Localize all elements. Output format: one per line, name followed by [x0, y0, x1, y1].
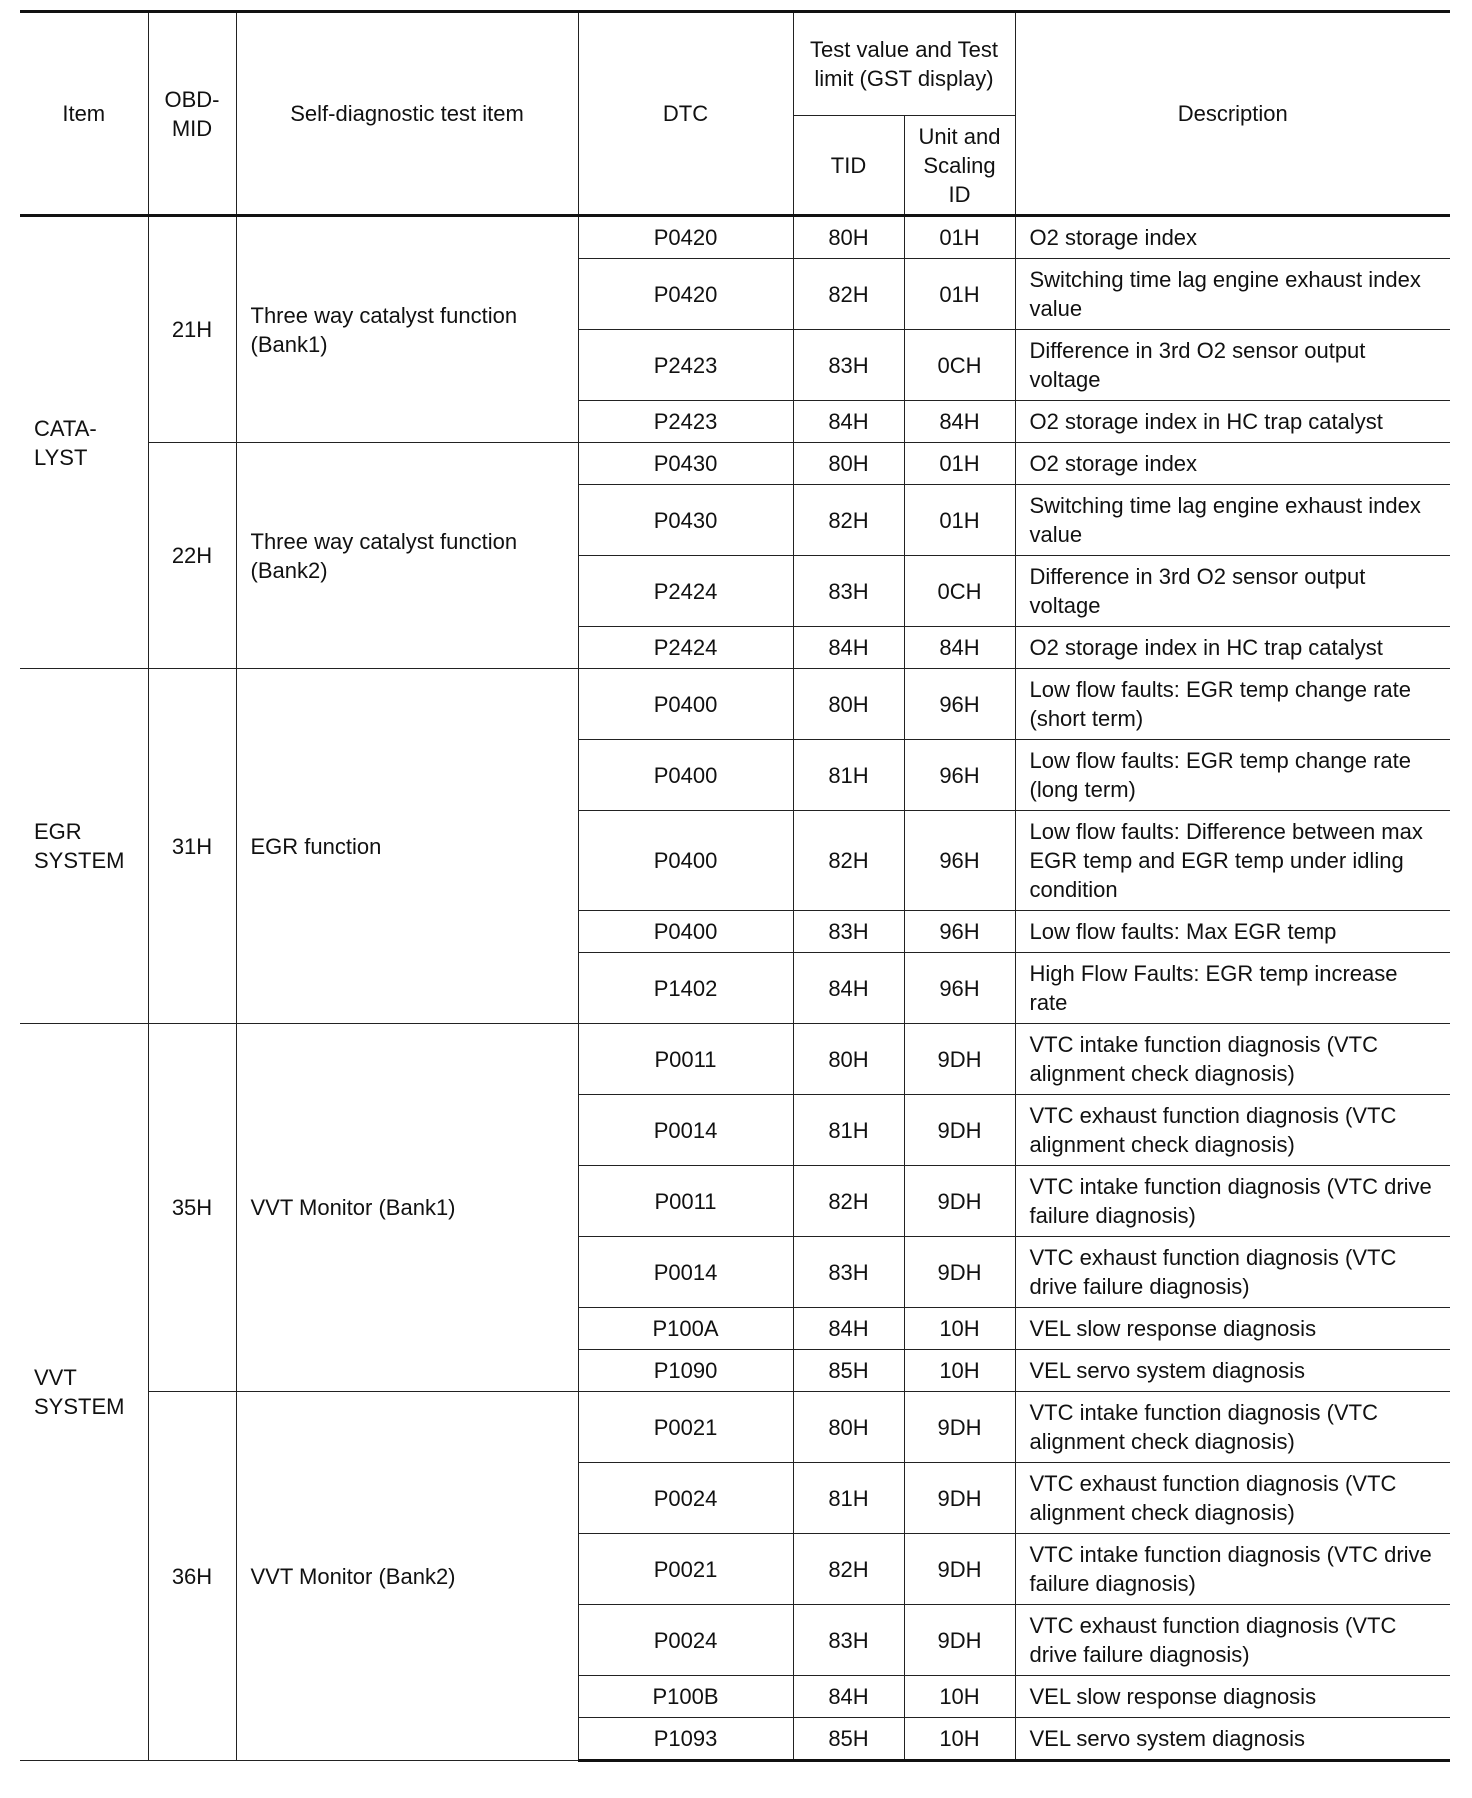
table-body [20, 216, 1450, 1761]
description-cell: VTC exhaust function diagnosis (VTC alignment check diagnosis) [1015, 1463, 1450, 1534]
tid-cell: 84H [793, 1308, 904, 1350]
unit-scaling-id-cell: 0CH [904, 330, 1015, 401]
unit-scaling-id-cell: 9DH [904, 1605, 1015, 1676]
dtc-cell: P0021 [578, 1392, 793, 1463]
description-cell: O2 storage index in HC trap catalyst [1015, 627, 1450, 669]
unit-scaling-id-cell: 10H [904, 1718, 1015, 1761]
self-diagnostic-test-item-cell: EGR function [236, 669, 578, 1024]
tid-cell: 81H [793, 740, 904, 811]
tid-cell: 83H [793, 1237, 904, 1308]
description-cell: VTC intake function diagnosis (VTC drive failure diagnosis) [1015, 1166, 1450, 1237]
dtc-cell: P1093 [578, 1718, 793, 1761]
tid-cell: 85H [793, 1718, 904, 1761]
unit-scaling-id-cell: 84H [904, 627, 1015, 669]
unit-scaling-id-cell: 9DH [904, 1095, 1015, 1166]
description-cell: VTC intake function diagnosis (VTC drive failure diagnosis) [1015, 1534, 1450, 1605]
header-unit-scaling-id: Unit and Scaling ID [904, 116, 1015, 216]
dtc-cell: P2424 [578, 556, 793, 627]
table-row [20, 1392, 1450, 1463]
tid-cell: 84H [793, 401, 904, 443]
header-self-diagnostic-test-item: Self-diagnostic test item [236, 12, 578, 216]
item-cell: VVT SYSTEM [20, 1024, 148, 1761]
tid-cell: 83H [793, 556, 904, 627]
unit-scaling-id-cell: 01H [904, 259, 1015, 330]
description-cell: VTC intake function diagnosis (VTC alignment check diagnosis) [1015, 1392, 1450, 1463]
description-cell: Low flow faults: Max EGR temp [1015, 911, 1450, 953]
dtc-cell: P1090 [578, 1350, 793, 1392]
description-cell: Low flow faults: EGR temp change rate (short term) [1015, 669, 1450, 740]
unit-scaling-id-cell: 9DH [904, 1463, 1015, 1534]
dtc-cell: P0011 [578, 1166, 793, 1237]
description-cell: VTC intake function diagnosis (VTC alignment check diagnosis) [1015, 1024, 1450, 1095]
dtc-cell: P0420 [578, 216, 793, 259]
self-diagnostic-test-item-cell: VVT Monitor (Bank2) [236, 1392, 578, 1761]
tid-cell: 83H [793, 911, 904, 953]
description-cell: O2 storage index [1015, 216, 1450, 259]
description-cell: Difference in 3rd O2 sensor output voltage [1015, 556, 1450, 627]
obd-test-table [20, 10, 1450, 1762]
obd-mid-cell: 36H [148, 1392, 236, 1761]
dtc-cell: P2423 [578, 401, 793, 443]
dtc-cell: P0420 [578, 259, 793, 330]
tid-cell: 80H [793, 216, 904, 259]
header-obd-mid: OBD-MID [148, 12, 236, 216]
tid-cell: 80H [793, 1392, 904, 1463]
dtc-cell: P0400 [578, 911, 793, 953]
header-test-value-group: Test value and Test limit (GST display) [793, 12, 1015, 116]
dtc-cell: P0024 [578, 1605, 793, 1676]
description-cell: VTC exhaust function diagnosis (VTC drive failure diagnosis) [1015, 1605, 1450, 1676]
dtc-cell: P100B [578, 1676, 793, 1718]
item-cell: CATA- LYST [20, 216, 148, 669]
unit-scaling-id-cell: 96H [904, 811, 1015, 911]
description-cell: Difference in 3rd O2 sensor output voltage [1015, 330, 1450, 401]
tid-cell: 82H [793, 811, 904, 911]
unit-scaling-id-cell: 9DH [904, 1166, 1015, 1237]
dtc-cell: P0024 [578, 1463, 793, 1534]
tid-cell: 83H [793, 330, 904, 401]
item-cell: EGR SYSTEM [20, 669, 148, 1024]
tid-cell: 82H [793, 1534, 904, 1605]
dtc-cell: P0430 [578, 485, 793, 556]
tid-cell: 82H [793, 259, 904, 330]
unit-scaling-id-cell: 84H [904, 401, 1015, 443]
unit-scaling-id-cell: 0CH [904, 556, 1015, 627]
table-header [20, 12, 1450, 216]
unit-scaling-id-cell: 9DH [904, 1392, 1015, 1463]
unit-scaling-id-cell: 96H [904, 911, 1015, 953]
tid-cell: 83H [793, 1605, 904, 1676]
obd-mid-cell: 35H [148, 1024, 236, 1392]
self-diagnostic-test-item-cell: Three way catalyst function (Bank2) [236, 443, 578, 669]
dtc-cell: P0400 [578, 669, 793, 740]
unit-scaling-id-cell: 10H [904, 1308, 1015, 1350]
dtc-cell: P2423 [578, 330, 793, 401]
unit-scaling-id-cell: 10H [904, 1350, 1015, 1392]
tid-cell: 81H [793, 1095, 904, 1166]
unit-scaling-id-cell: 96H [904, 669, 1015, 740]
unit-scaling-id-cell: 9DH [904, 1024, 1015, 1095]
dtc-cell: P0400 [578, 740, 793, 811]
dtc-cell: P0014 [578, 1237, 793, 1308]
dtc-cell: P0400 [578, 811, 793, 911]
header-description: Description [1015, 12, 1450, 216]
dtc-cell: P0021 [578, 1534, 793, 1605]
description-cell: VEL servo system diagnosis [1015, 1350, 1450, 1392]
unit-scaling-id-cell: 01H [904, 443, 1015, 485]
tid-cell: 80H [793, 669, 904, 740]
obd-mid-cell: 21H [148, 216, 236, 443]
tid-cell: 84H [793, 953, 904, 1024]
unit-scaling-id-cell: 9DH [904, 1237, 1015, 1308]
dtc-cell: P0430 [578, 443, 793, 485]
dtc-cell: P0014 [578, 1095, 793, 1166]
description-cell: O2 storage index [1015, 443, 1450, 485]
table-row [20, 216, 1450, 259]
dtc-cell: P2424 [578, 627, 793, 669]
dtc-cell: P1402 [578, 953, 793, 1024]
tid-cell: 84H [793, 1676, 904, 1718]
unit-scaling-id-cell: 96H [904, 740, 1015, 811]
dtc-cell: P100A [578, 1308, 793, 1350]
table-row [20, 1024, 1450, 1095]
description-cell: VEL slow response diagnosis [1015, 1676, 1450, 1718]
unit-scaling-id-cell: 01H [904, 216, 1015, 259]
self-diagnostic-test-item-cell: VVT Monitor (Bank1) [236, 1024, 578, 1392]
obd-mid-cell: 22H [148, 443, 236, 669]
unit-scaling-id-cell: 9DH [904, 1534, 1015, 1605]
tid-cell: 80H [793, 1024, 904, 1095]
header-dtc: DTC [578, 12, 793, 216]
unit-scaling-id-cell: 10H [904, 1676, 1015, 1718]
description-cell: VEL slow response diagnosis [1015, 1308, 1450, 1350]
tid-cell: 81H [793, 1463, 904, 1534]
table-row [20, 443, 1450, 485]
header-tid: TID [793, 116, 904, 216]
description-cell: VEL servo system diagnosis [1015, 1718, 1450, 1761]
header-item: Item [20, 12, 148, 216]
description-cell: VTC exhaust function diagnosis (VTC drive failure diagnosis) [1015, 1237, 1450, 1308]
unit-scaling-id-cell: 96H [904, 953, 1015, 1024]
obd-mid-cell: 31H [148, 669, 236, 1024]
description-cell: VTC exhaust function diagnosis (VTC alignment check diagnosis) [1015, 1095, 1450, 1166]
description-cell: High Flow Faults: EGR temp increase rate [1015, 953, 1450, 1024]
description-cell: Low flow faults: EGR temp change rate (long term) [1015, 740, 1450, 811]
unit-scaling-id-cell: 01H [904, 485, 1015, 556]
self-diagnostic-test-item-cell: Three way catalyst function (Bank1) [236, 216, 578, 443]
description-cell: O2 storage index in HC trap catalyst [1015, 401, 1450, 443]
description-cell: Switching time lag engine exhaust index value [1015, 259, 1450, 330]
tid-cell: 84H [793, 627, 904, 669]
tid-cell: 80H [793, 443, 904, 485]
description-cell: Low flow faults: Difference between max EGR temp and EGR temp under idling condition [1015, 811, 1450, 911]
table-row [20, 669, 1450, 740]
description-cell: Switching time lag engine exhaust index value [1015, 485, 1450, 556]
tid-cell: 82H [793, 485, 904, 556]
tid-cell: 82H [793, 1166, 904, 1237]
tid-cell: 85H [793, 1350, 904, 1392]
obd-test-table-container [20, 10, 1450, 1762]
dtc-cell: P0011 [578, 1024, 793, 1095]
